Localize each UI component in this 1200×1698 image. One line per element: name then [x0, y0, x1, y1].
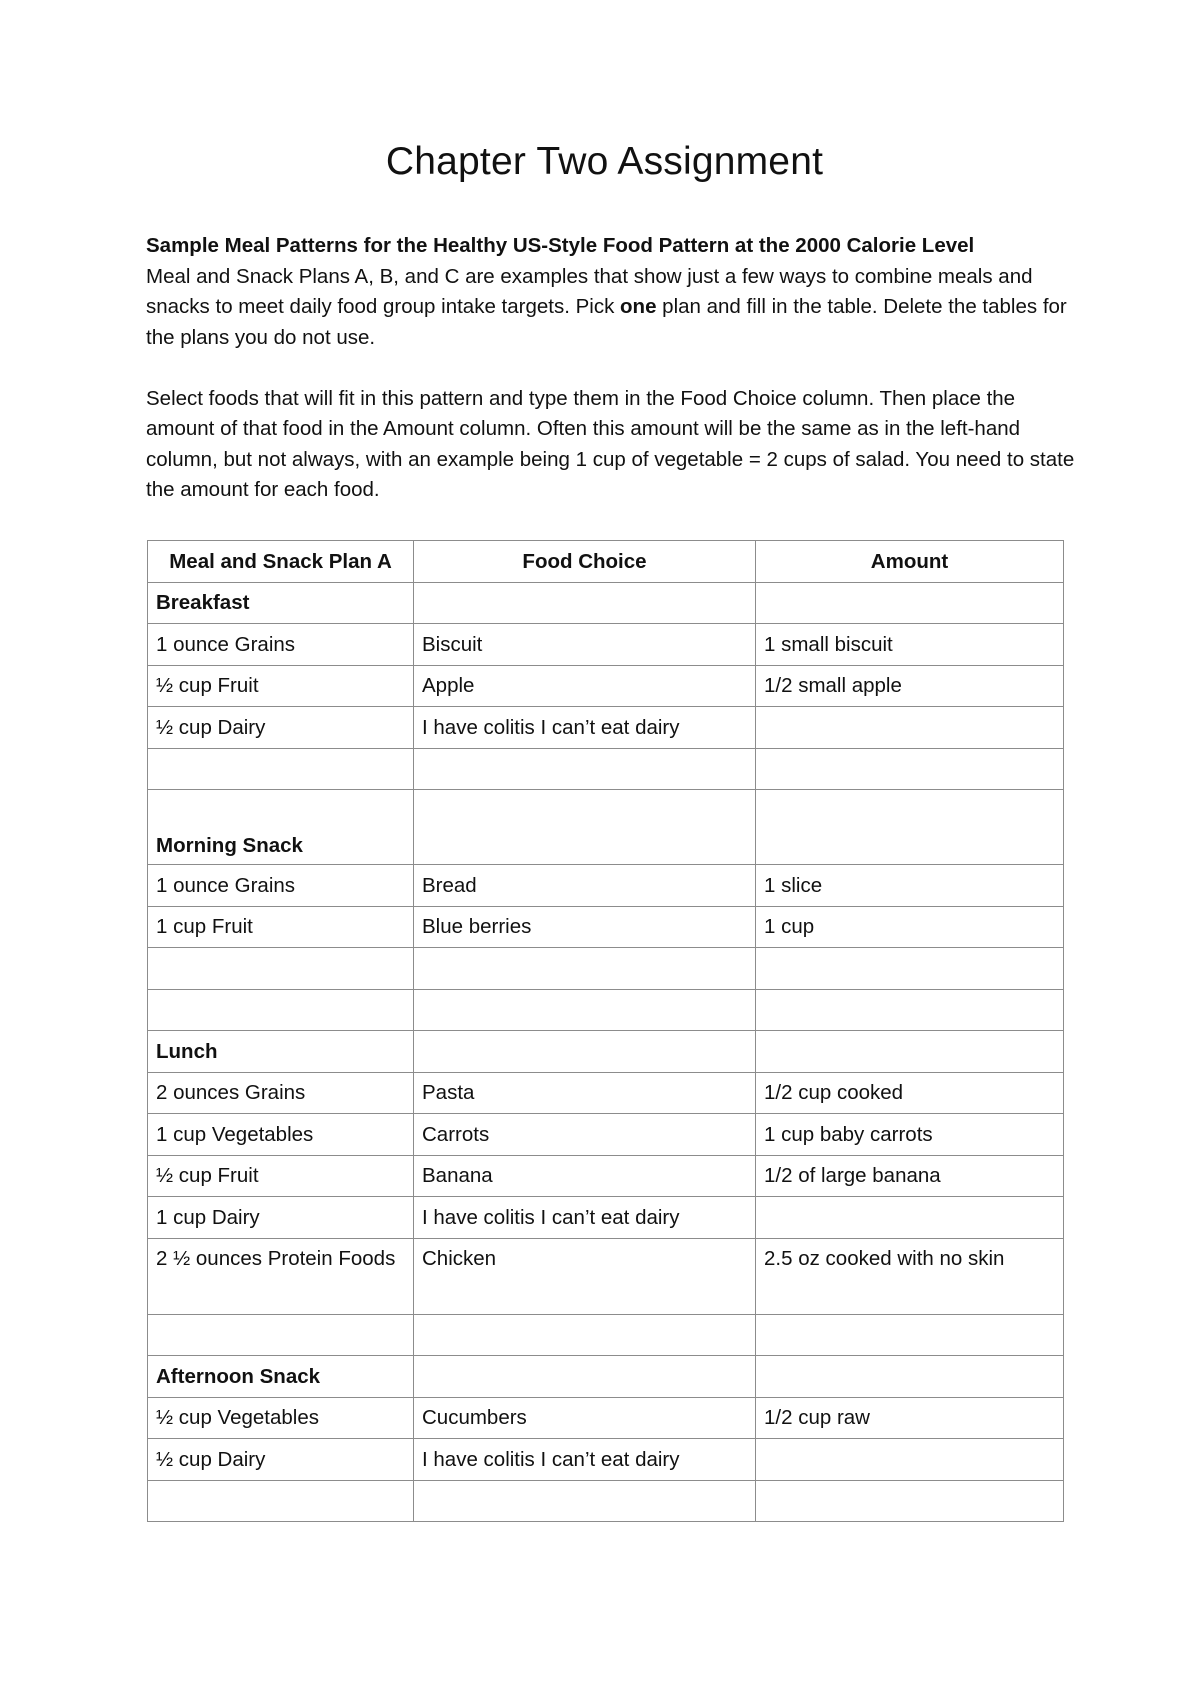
- table-row: [148, 1397, 1064, 1439]
- cell-food-choice: Bread: [414, 865, 756, 907]
- cell-amount: [756, 1439, 1064, 1481]
- intro-section: [146, 231, 1076, 506]
- cell-amount: [756, 989, 1064, 1031]
- cell-meal-item: 1 ounce Grains: [148, 624, 414, 666]
- cell-meal-item: Breakfast: [148, 582, 414, 624]
- cell-food-choice: I have colitis I can’t eat dairy: [414, 707, 756, 749]
- cell-meal-item: ½ cup Dairy: [148, 1439, 414, 1481]
- table-row: [148, 1439, 1064, 1481]
- table-row: [148, 989, 1064, 1031]
- cell-meal-item: 2 ½ ounces Protein Foods: [148, 1238, 414, 1314]
- cell-meal-item: [148, 1480, 414, 1522]
- table-row: [148, 665, 1064, 707]
- cell-food-choice: [414, 582, 756, 624]
- cell-meal-item: 1 ounce Grains: [148, 865, 414, 907]
- cell-meal-item: ½ cup Dairy: [148, 707, 414, 749]
- meal-plan-table: [147, 540, 1064, 1522]
- cell-meal-item: Lunch: [148, 1031, 414, 1073]
- header-meal-plan: Meal and Snack Plan A: [148, 541, 414, 583]
- table-section-row: [148, 1031, 1064, 1073]
- cell-amount: 1/2 small apple: [756, 665, 1064, 707]
- cell-meal-item: ½ cup Fruit: [148, 1155, 414, 1197]
- table-row: [148, 1238, 1064, 1314]
- cell-amount: 1 cup: [756, 906, 1064, 948]
- table-row: [148, 1114, 1064, 1156]
- cell-food-choice: [414, 989, 756, 1031]
- cell-food-choice: [414, 1031, 756, 1073]
- cell-amount: 1 small biscuit: [756, 624, 1064, 666]
- cell-food-choice: [414, 1480, 756, 1522]
- cell-food-choice: I have colitis I can’t eat dairy: [414, 1439, 756, 1481]
- cell-meal-item: Afternoon Snack: [148, 1356, 414, 1398]
- cell-meal-item: ½ cup Fruit: [148, 665, 414, 707]
- cell-meal-item: [148, 989, 414, 1031]
- cell-amount: [756, 582, 1064, 624]
- cell-amount: 2.5 oz cooked with no skin: [756, 1238, 1064, 1314]
- cell-food-choice: Cucumbers: [414, 1397, 756, 1439]
- table-section-row: [148, 1356, 1064, 1398]
- cell-food-choice: [414, 948, 756, 990]
- cell-meal-item: [148, 1314, 414, 1356]
- cell-food-choice: Pasta: [414, 1072, 756, 1114]
- cell-meal-item: 1 cup Dairy: [148, 1197, 414, 1239]
- cell-food-choice: [414, 1356, 756, 1398]
- cell-amount: 1 slice: [756, 865, 1064, 907]
- table-row: [148, 1197, 1064, 1239]
- table-row: [148, 1480, 1064, 1522]
- header-food-choice: Food Choice: [414, 541, 756, 583]
- cell-meal-item: ½ cup Vegetables: [148, 1397, 414, 1439]
- table-row: [148, 707, 1064, 749]
- intro-heading: Sample Meal Patterns for the Healthy US-Style Food Pattern at the 2000 Calorie Level: [146, 234, 975, 257]
- cell-meal-item: Morning Snack: [148, 790, 414, 865]
- table-section-row: [148, 790, 1064, 865]
- table-header-row: [148, 541, 1064, 583]
- cell-meal-item: [148, 948, 414, 990]
- cell-amount: 1/2 cup raw: [756, 1397, 1064, 1439]
- cell-food-choice: Carrots: [414, 1114, 756, 1156]
- cell-amount: 1 cup baby carrots: [756, 1114, 1064, 1156]
- table-row: [148, 1155, 1064, 1197]
- table-body: [148, 582, 1064, 1522]
- paragraph-gap: [146, 353, 1076, 384]
- cell-amount: 1/2 cup cooked: [756, 1072, 1064, 1114]
- cell-meal-item: 1 cup Fruit: [148, 906, 414, 948]
- cell-amount: [756, 1197, 1064, 1239]
- cell-amount: [756, 948, 1064, 990]
- cell-amount: [756, 1314, 1064, 1356]
- cell-amount: [756, 1031, 1064, 1073]
- cell-amount: [756, 1356, 1064, 1398]
- page-title: Chapter Two Assignment: [385, 140, 824, 183]
- table-row: [148, 865, 1064, 907]
- table-row: [148, 906, 1064, 948]
- cell-amount: [756, 1480, 1064, 1522]
- cell-food-choice: [414, 790, 756, 865]
- cell-food-choice: [414, 748, 756, 790]
- table-section-row: [148, 582, 1064, 624]
- cell-amount: 1/2 of large banana: [756, 1155, 1064, 1197]
- table-row: [148, 748, 1064, 790]
- header-amount: Amount: [756, 541, 1064, 583]
- intro-paragraph-1: Meal and Snack Plans A, B, and C are examples that show just a few ways to combine meals and snacks to meet daily food group intake targets. Pick one plan and fill in the table. Delete the tables for the plans you do not use.: [146, 264, 1067, 349]
- table-row: [148, 1072, 1064, 1114]
- table-row: [148, 948, 1064, 990]
- cell-meal-item: 2 ounces Grains: [148, 1072, 414, 1114]
- intro-paragraph-2: Select foods that will fit in this pattern and type them in the Food Choice column. Then place the amount of that food in the Amount column. Often this amount will be the same as in the left-hand column, but not always, with an example being 1 cup of vegetable = 2 cups of salad. You need to state the amount for each food.: [146, 386, 1075, 501]
- cell-meal-item: [148, 748, 414, 790]
- cell-food-choice: Blue berries: [414, 906, 756, 948]
- cell-meal-item: 1 cup Vegetables: [148, 1114, 414, 1156]
- table-row: [148, 624, 1064, 666]
- cell-amount: [756, 790, 1064, 865]
- cell-food-choice: [414, 1314, 756, 1356]
- cell-food-choice: Chicken: [414, 1238, 756, 1314]
- cell-food-choice: Banana: [414, 1155, 756, 1197]
- cell-food-choice: Apple: [414, 665, 756, 707]
- cell-food-choice: Biscuit: [414, 624, 756, 666]
- cell-food-choice: I have colitis I can’t eat dairy: [414, 1197, 756, 1239]
- cell-amount: [756, 707, 1064, 749]
- table-row: [148, 1314, 1064, 1356]
- cell-amount: [756, 748, 1064, 790]
